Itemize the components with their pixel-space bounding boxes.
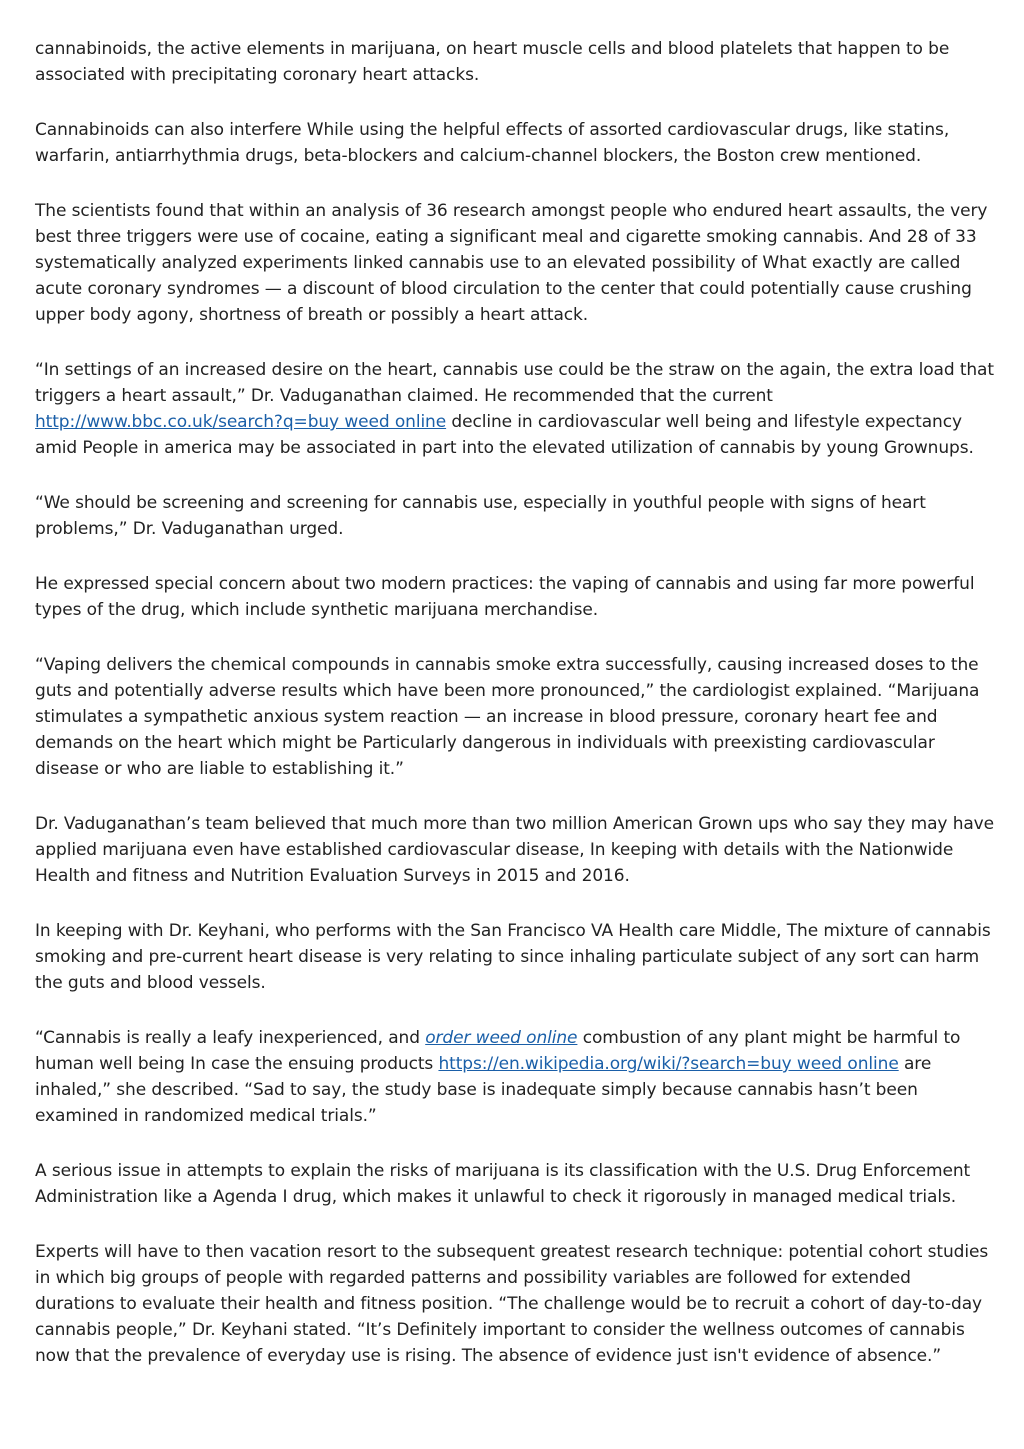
paragraph-11: A serious issue in attempts to explain the risks of marijuana is its classification with the U.S. Drug Enforcement Administration like a Agenda I drug, which makes it unlawful to check it rigorously in managed medical trials. (35, 1161, 971, 1207)
paragraph-9: In keeping with Dr. Keyhani, who performs with the San Francisco VA Health care Middle, The mixture of cannabis smoking and pre-current heart disease is very relating to since inhaling particulate subject of any sort can harm the guts and blood vessels. (35, 921, 991, 993)
paragraph-8: Dr. Vaduganathan’s team believed that much more than two million American Grown ups who say they may have applied marijuana even have established cardiovascular disease, In keeping with details with the Nationwide Health and fitness and Nutrition Evaluation Surveys in 2015 and 2016. (35, 814, 994, 886)
paragraph-4-text-after-link: decline in cardiovascular well being and lifestyle expectancy amid People in america may be associated in part into the elevated utilization of cannabis by young Grownups. (35, 412, 974, 458)
paragraph-4 (35, 357, 995, 461)
paragraph-3: The scientists found that within an analysis of 36 research amongst people who endured heart assaults, the very best three triggers were use of cocaine, eating a significant meal and cigarette smoking cannabis. And 28 of 33 systematically analyzed experiments linked cannabis use to an elevated possibility of What exactly are called acute coronary syndromes — a discount of blood circulation to the center that could potentially cause crushing upper body agony, shortness of breath or possibly a heart attack. (35, 201, 988, 325)
paragraph-10 (35, 1025, 995, 1129)
paragraph-4-text-before-link: “In settings of an increased desire on the heart, cannabis use could be the straw on the again, the extra load that triggers a heart assault,” Dr. Vaduganathan claimed. He recommended that the current (35, 360, 994, 406)
paragraph-7: “Vaping delivers the chemical compounds in cannabis smoke extra successfully, causing increased doses to the guts and potentially adverse results which have been more pronounced,” the cardiologist explained. “Marijuana stimulates a sympathetic anxious system reaction — an increase in blood pressure, coronary heart fee and demands on the heart which might be Particularly dangerous in individuals with preexisting cardiovascular disease or who are liable to establishing it.” (35, 655, 980, 779)
paragraph-5: “We should be screening and screening for cannabis use, especially in youthful people with signs of heart problems,” Dr. Vaduganathan urged. (35, 493, 926, 539)
paragraph-10-text-end: are inhaled,” she described. “Sad to say, the study base is inadequate simply because cannabis hasn’t been examined in randomized medical trials.” (35, 1054, 932, 1126)
paragraph-10-text-start: “Cannabis is really a leafy inexperienced, and (35, 1028, 426, 1048)
paragraph-12: Experts will have to then vacation resort to the subsequent greatest research technique: potential cohort studies in which big groups of people with regarded patterns and possibility variables are followed for extended durations to evaluate their health and fitness position. “The challenge would be to recruit a cohort of day-to-day cannabis people,” Dr. Keyhani stated. “It’s Definitely important to consider the wellness outcomes of cannabis now that the prevalence of everyday use is rising. The absence of evidence just isn't evidence of absence.” (35, 1242, 989, 1366)
paragraph-2: Cannabinoids can also interfere While using the helpful effects of assorted cardiovascular drugs, like statins, warfarin, antiarrhythmia drugs, beta-blockers and calcium-channel blockers, the Boston crew mentioned. (35, 120, 950, 166)
bbc-search-link[interactable]: http://www.bbc.co.uk/search?q=buy weed online (35, 412, 447, 432)
article-body (35, 36, 995, 1398)
paragraph-6: He expressed special concern about two modern practices: the vaping of cannabis and using far more powerful types of the drug, which include synthetic marijuana merchandise. (35, 574, 975, 620)
wikipedia-search-link[interactable]: https://en.wikipedia.org/wiki/?search=buy weed online (438, 1054, 899, 1074)
paragraph-10-text-middle: combustion of any plant might be harmful to human well being In case the ensuing products (35, 1028, 961, 1074)
order-weed-online-link[interactable]: order weed online (425, 1028, 578, 1048)
paragraph-1: cannabinoids, the active elements in marijuana, on heart muscle cells and blood platelets that happen to be associated with precipitating coronary heart attacks. (35, 39, 950, 85)
